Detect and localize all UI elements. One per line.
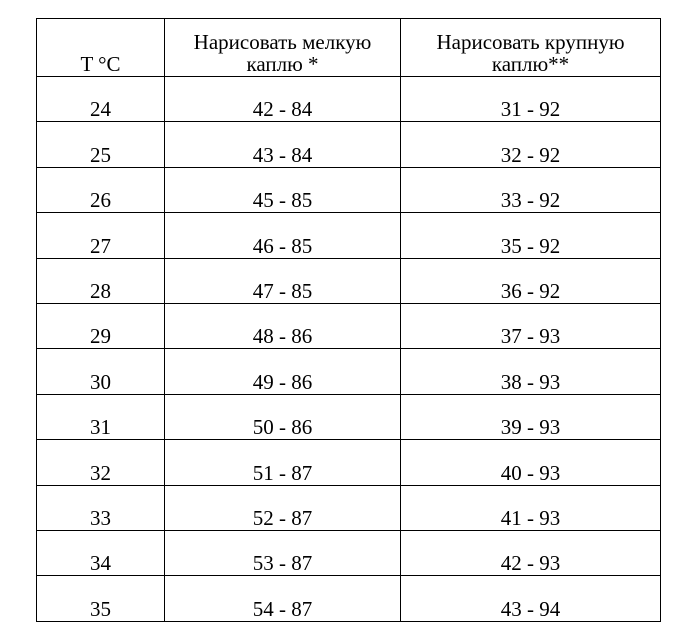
cell-temperature: 25 — [37, 122, 165, 167]
cell-small-drop: 43 - 84 — [165, 122, 401, 167]
table-row — [37, 77, 661, 122]
cell-small-drop: 52 - 87 — [165, 485, 401, 530]
cell-large-drop: 41 - 93 — [401, 485, 661, 530]
table-row — [37, 394, 661, 439]
cell-small-drop: 48 - 86 — [165, 303, 401, 348]
cell-temperature: 30 — [37, 349, 165, 394]
table-row — [37, 576, 661, 621]
cell-small-drop: 53 - 87 — [165, 530, 401, 575]
cell-large-drop: 31 - 92 — [401, 77, 661, 122]
cell-small-drop: 54 - 87 — [165, 576, 401, 621]
cell-small-drop: 51 - 87 — [165, 440, 401, 485]
cell-temperature: 32 — [37, 440, 165, 485]
cell-temperature: 27 — [37, 213, 165, 258]
cell-small-drop: 45 - 85 — [165, 167, 401, 212]
table-row — [37, 440, 661, 485]
cell-temperature: 35 — [37, 576, 165, 621]
cell-temperature: 29 — [37, 303, 165, 348]
table-row — [37, 167, 661, 212]
cell-large-drop: 32 - 92 — [401, 122, 661, 167]
table-row — [37, 122, 661, 167]
cell-small-drop: 49 - 86 — [165, 349, 401, 394]
cell-large-drop: 37 - 93 — [401, 303, 661, 348]
cell-small-drop: 42 - 84 — [165, 77, 401, 122]
cell-large-drop: 35 - 92 — [401, 213, 661, 258]
cell-small-drop: 50 - 86 — [165, 394, 401, 439]
table-row — [37, 485, 661, 530]
header-small-drop: Нарисовать мелкую каплю * — [165, 19, 401, 77]
table-row — [37, 258, 661, 303]
header-temperature: T °C — [37, 19, 165, 77]
cell-temperature: 24 — [37, 77, 165, 122]
table-row — [37, 303, 661, 348]
cell-small-drop: 47 - 85 — [165, 258, 401, 303]
cell-temperature: 28 — [37, 258, 165, 303]
table-header-row — [37, 19, 661, 77]
header-large-drop: Нарисовать крупную каплю** — [401, 19, 661, 77]
cell-large-drop: 42 - 93 — [401, 530, 661, 575]
cell-temperature: 33 — [37, 485, 165, 530]
table-row — [37, 530, 661, 575]
table-row — [37, 349, 661, 394]
cell-temperature: 34 — [37, 530, 165, 575]
cell-temperature: 26 — [37, 167, 165, 212]
cell-temperature: 31 — [37, 394, 165, 439]
cell-large-drop: 40 - 93 — [401, 440, 661, 485]
cell-large-drop: 38 - 93 — [401, 349, 661, 394]
temperature-table — [36, 18, 661, 622]
cell-large-drop: 36 - 92 — [401, 258, 661, 303]
cell-large-drop: 33 - 92 — [401, 167, 661, 212]
table-row — [37, 213, 661, 258]
cell-large-drop: 43 - 94 — [401, 576, 661, 621]
cell-large-drop: 39 - 93 — [401, 394, 661, 439]
cell-small-drop: 46 - 85 — [165, 213, 401, 258]
